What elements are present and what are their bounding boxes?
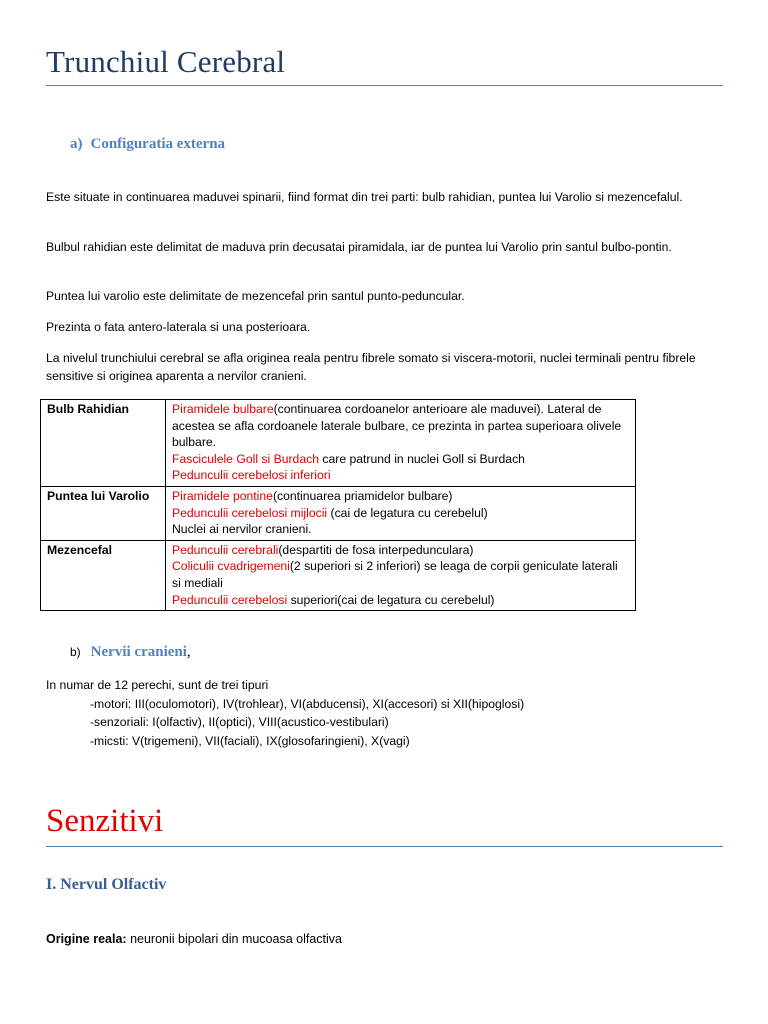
section-a-heading	[70, 136, 225, 153]
highlight-term: Pedunculii cerebelosi inferiori	[172, 468, 331, 483]
list-item: -motori: III(oculomotori), IV(trohlear), VI(abducensi), XI(accesori) si XII(hipoglosi)	[90, 696, 525, 711]
paragraph-3: Puntea lui varolio este delimitate de mezencefal prin santul punto-peduncular.	[46, 289, 465, 303]
table-line	[172, 521, 629, 538]
table-line	[172, 542, 629, 559]
olfactiv-heading: I. Nervul Olfactiv	[46, 876, 167, 893]
table-row	[41, 540, 636, 610]
origine-text: neuronii bipolari din mucoasa olfactiva	[126, 932, 342, 946]
highlight-term: Piramidele pontine	[172, 488, 273, 503]
table-row	[41, 400, 636, 487]
table-line	[172, 505, 629, 522]
table-row-key: Bulb Rahidian	[41, 400, 166, 487]
table-row-key: Puntea lui Varolio	[41, 486, 166, 540]
highlight-term: Piramidele bulbare	[172, 402, 274, 416]
table-row-value	[166, 400, 636, 487]
section-b-suffix: ,	[186, 644, 191, 660]
term-description: superiori(cai de legatura cu cerebelul)	[287, 592, 495, 607]
cranial-nerves-list	[46, 676, 524, 750]
configuration-table	[40, 399, 636, 611]
table-line	[172, 401, 629, 451]
section-a-label: a)	[70, 136, 83, 152]
highlight-term: Coliculii cvadrigemeni	[172, 559, 290, 574]
table-line	[172, 558, 629, 591]
highlight-term: Pedunculii cerebelosi mijlocii	[172, 505, 328, 520]
list-item: -senzoriali: I(olfactiv), II(optici), VIII(acustico-vestibulari)	[90, 715, 389, 729]
table-line	[172, 592, 629, 609]
term-description: care patrund in nuclei Goll si Burdach	[319, 451, 525, 466]
title-rule	[46, 85, 723, 86]
list-intro: In numar de 12 perechi, sunt de trei tipuri	[46, 678, 269, 692]
section-b-label: b)	[70, 645, 81, 659]
paragraph-1: Este situate in continuarea maduvei spinarii, fiind format din trei parti: bulb rahidian, puntea lui Varolio si mezencefalul.	[46, 190, 683, 204]
senzitivi-heading: Senzitivi	[46, 803, 164, 839]
page-title: Trunchiul Cerebral	[46, 44, 286, 79]
highlight-term: Pedunculii cerebrali	[172, 542, 279, 557]
paragraph-2: Bulbul rahidian este delimitat de maduva prin decusatai piramidala, iar de puntea lui Varolio prin santul bulbo-pontin.	[46, 240, 672, 254]
table-row-value	[166, 486, 636, 540]
term-description: (despartiti de fosa interpedunculara)	[278, 542, 474, 557]
highlight-term: Fasciculele Goll si Burdach	[172, 451, 319, 466]
section-b-title: Nervii cranieni	[90, 644, 187, 660]
term-description: (cai de legatura cu cerebelul)	[327, 505, 488, 520]
table-line	[172, 488, 629, 505]
table-line	[172, 467, 629, 484]
section-b-heading	[70, 644, 191, 661]
origine-label: Origine reala:	[46, 932, 127, 946]
highlight-term: Pedunculii cerebelosi	[172, 592, 288, 607]
list-item: -micsti: V(trigemeni), VII(faciali), IX(glosofaringieni), X(vagi)	[90, 733, 410, 748]
term-description: (2 superiori si 2 inferiori) se leaga de corpii geniculate laterali si mediali	[172, 559, 618, 590]
term-description: (continuarea cordoanelor anterioare ale maduvei). Lateral de acestea se afla cordoanele laterale bulbare, ce prezinta in partea superioara olivele bulbare.	[172, 402, 622, 450]
section-a-title: Configuratia externa	[90, 136, 226, 152]
table-row-value	[166, 540, 636, 610]
term-description: Nuclei ai nervilor cranieni.	[172, 522, 312, 537]
paragraph-4: Prezinta o fata antero-laterala si una posterioara.	[46, 320, 311, 334]
table-row-key: Mezencefal	[41, 540, 166, 610]
senzitivi-rule	[46, 846, 723, 847]
term-description: (continuarea priamidelor bulbare)	[272, 488, 453, 503]
paragraph-5: La nivelul trunchiului cerebral se afla originea reala pentru fibrele somato si viscera-motorii, nuclei terminali pentru fibrele sensitive si originea aparenta a nervilor cranieni.	[46, 351, 696, 383]
origine-reala	[46, 932, 342, 946]
table-row	[41, 486, 636, 540]
table-line	[172, 451, 629, 468]
